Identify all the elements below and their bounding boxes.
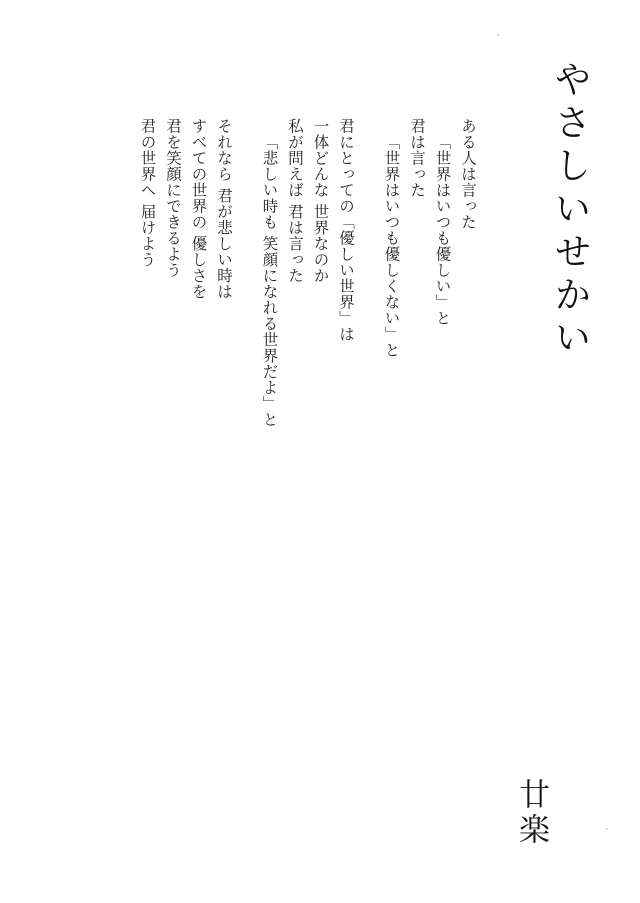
poem-line: 君の世界へ 届けよう — [138, 118, 157, 268]
poem-line: それなら 君が悲しい時は — [215, 118, 233, 300]
poem-line: 君を笑顔にできるよう — [164, 118, 182, 278]
poem-line: 君は言った — [408, 118, 426, 198]
author-name: 廿楽 — [513, 778, 549, 848]
stanza-3 — [134, 118, 236, 538]
paper-speck — [497, 34, 499, 36]
poem-line: ある人は言った — [459, 118, 477, 230]
poem-line: 君にとっての「優しい世界」は — [337, 118, 355, 342]
poem-line: 一体どんな 世界なのか — [311, 118, 330, 284]
stanza-2 — [256, 118, 358, 538]
poem-line: 「悲しい時も 笑顔になれる世界だよ」と — [260, 134, 279, 428]
paper-speck — [606, 828, 608, 830]
poem-title: やさしいせかい — [548, 60, 591, 361]
poem-body — [134, 118, 480, 538]
poem-line: 「世界はいつも優しくない」と — [382, 134, 401, 358]
poem-line: 「世界はいつも優しい」と — [433, 134, 452, 326]
stanza-1 — [378, 118, 480, 538]
poem-line: すべての世界の 優しさを — [189, 118, 208, 300]
poem-line: 私が問えば 君は言った — [286, 118, 304, 284]
